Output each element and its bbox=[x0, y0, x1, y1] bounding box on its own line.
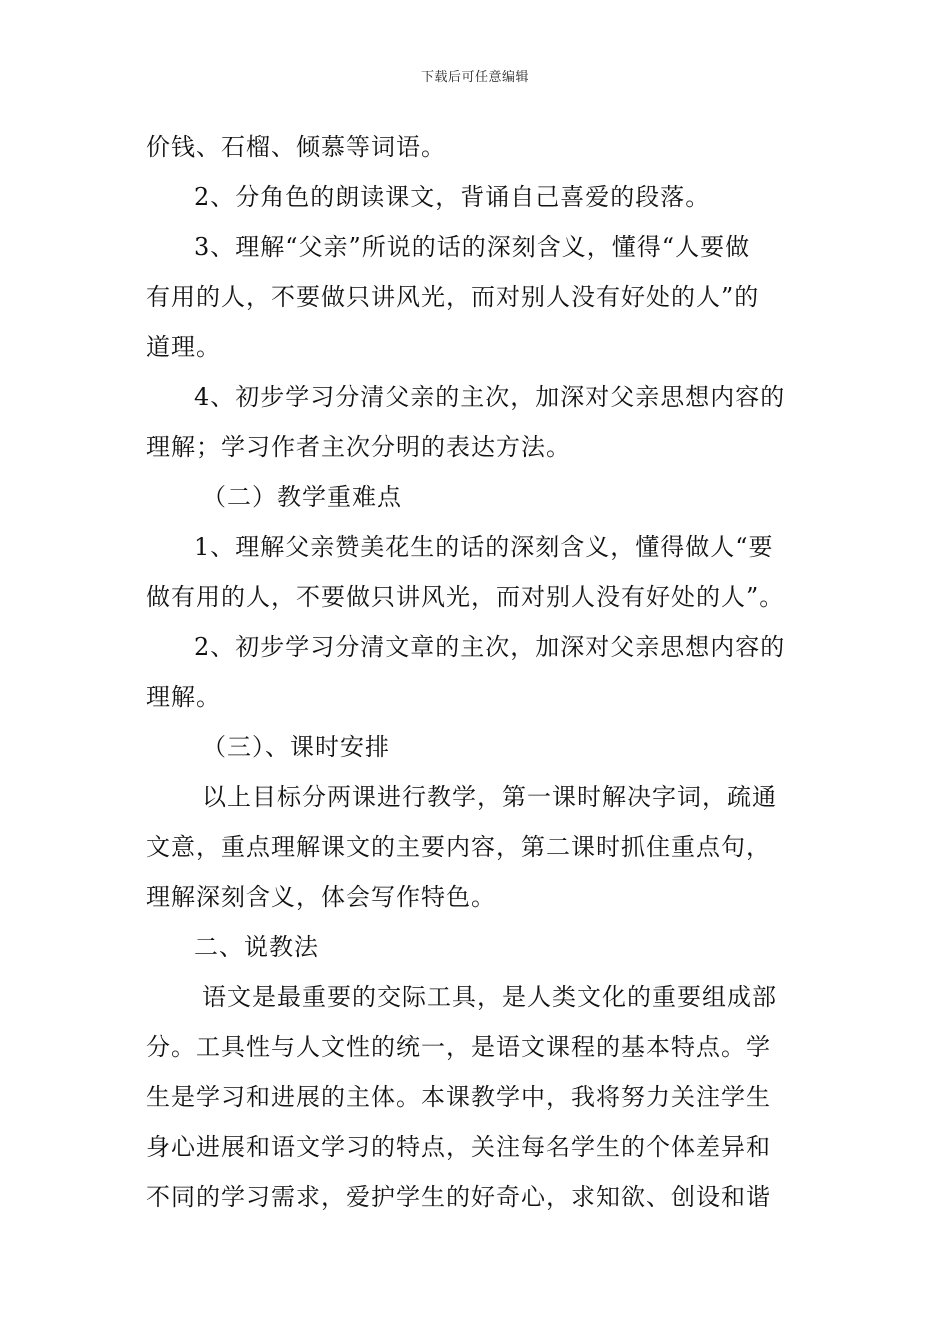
text-line: 身心进展和语文学习的特点，关注每名学生的个体差异和 bbox=[146, 1133, 771, 1161]
page-header: 下载后可任意编辑 bbox=[420, 70, 529, 85]
text-line: 理解；学习作者主次分明的表达方法。 bbox=[146, 433, 571, 461]
text-line: 2、初步学习分清文章的主次，加深对父亲思想内容的 bbox=[194, 633, 786, 661]
text-line: 语文是最重要的交际工具，是人类文化的重要组成部 bbox=[202, 983, 777, 1011]
text-line: 生是学习和进展的主体。本课教学中，我将努力关注学生 bbox=[146, 1083, 771, 1111]
text-line: 4、初步学习分清父亲的主次，加深对父亲思想内容的 bbox=[194, 383, 786, 411]
section-heading: （三）、课时安排 bbox=[202, 733, 390, 761]
text-line: 理解。 bbox=[146, 683, 221, 711]
text-line: 有用的人，不要做只讲风光，而对别人没有好处的人”的 bbox=[146, 283, 760, 311]
text-line: 不同的学习需求，爱护学生的好奇心，求知欲、创设和谐 bbox=[146, 1183, 771, 1211]
text-line: 文意，重点理解课文的主要内容，第二课时抓住重点句， bbox=[146, 833, 771, 861]
text-line: 2、分角色的朗读课文，背诵自己喜爱的段落。 bbox=[194, 183, 711, 211]
text-line: 1、理解父亲赞美花生的话的深刻含义，懂得做人“要 bbox=[194, 533, 774, 561]
text-line: 3、理解“父亲”所说的话的深刻含义，懂得“人要做 bbox=[194, 233, 751, 261]
document-body bbox=[146, 122, 810, 1222]
text-line: 理解深刻含义，体会写作特色。 bbox=[146, 883, 496, 911]
text-line: 以上目标分两课进行教学，第一课时解决字词，疏通 bbox=[202, 783, 777, 811]
text-line: 分。工具性与人文性的统一，是语文课程的基本特点。学 bbox=[146, 1033, 771, 1061]
section-heading: （二）教学重难点 bbox=[202, 483, 402, 511]
text-line: 道理。 bbox=[146, 333, 221, 361]
section-heading: 二、说教法 bbox=[194, 933, 319, 961]
text-line: 价钱、石榴、倾慕等词语。 bbox=[146, 133, 446, 161]
text-line: 做有用的人，不要做只讲风光，而对别人没有好处的人”。 bbox=[146, 583, 785, 611]
